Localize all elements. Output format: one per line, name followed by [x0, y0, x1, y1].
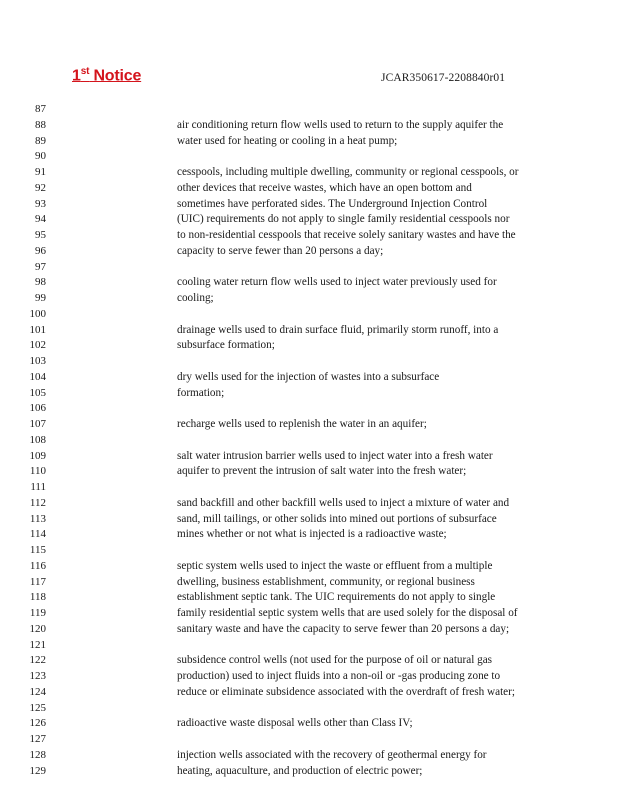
line-text: cooling;	[177, 292, 214, 304]
line-number: 117	[29, 576, 46, 588]
line-number: 87	[35, 103, 46, 115]
line-number: 124	[29, 686, 46, 698]
line-number: 115	[29, 544, 46, 556]
line-number: 129	[29, 765, 46, 777]
line-number: 104	[29, 371, 46, 383]
line-text: cesspools, including multiple dwelling, community or regional cesspools, or	[177, 166, 519, 178]
line-number: 106	[29, 402, 46, 414]
line-number: 109	[29, 450, 46, 462]
line-text: subsurface formation;	[177, 339, 275, 351]
line-number: 113	[29, 513, 46, 525]
line-number: 112	[29, 497, 46, 509]
line-text: injection wells associated with the recovery of geothermal energy for	[177, 749, 487, 761]
line-number: 92	[35, 182, 46, 194]
line-number: 122	[29, 654, 46, 666]
line-number: 110	[29, 465, 46, 477]
line-number: 126	[29, 717, 46, 729]
notice-ordinal: st	[80, 66, 90, 77]
line-text: air conditioning return flow wells used to return to the supply aquifer the	[177, 119, 504, 131]
line-number: 123	[29, 670, 46, 682]
line-text: water used for heating or cooling in a heat pump;	[177, 135, 398, 147]
line-number: 98	[35, 276, 46, 288]
line-number: 105	[29, 387, 46, 399]
line-number: 111	[30, 481, 46, 493]
line-text: reduce or eliminate subsidence associated with the overdraft of fresh water;	[177, 686, 515, 698]
line-number: 119	[29, 607, 46, 619]
notice-prefix: 1	[72, 67, 81, 85]
line-text: salt water intrusion barrier wells used to inject water into a fresh water	[177, 450, 493, 462]
line-number: 90	[35, 150, 46, 162]
line-number: 116	[29, 560, 46, 572]
line-number: 91	[35, 166, 46, 178]
line-text: sand, mill tailings, or other solids into mined out portions of subsurface	[177, 513, 497, 525]
line-number: 102	[29, 339, 46, 351]
line-number: 99	[35, 292, 46, 304]
notice-word: Notice	[89, 67, 142, 85]
line-number: 103	[29, 355, 46, 367]
line-text: sometimes have perforated sides. The Underground Injection Control	[177, 198, 488, 210]
line-text: production) used to inject fluids into a non-oil or -gas producing zone to	[177, 670, 501, 682]
line-number: 97	[35, 261, 46, 273]
line-text: family residential septic system wells that are used solely for the disposal of	[177, 607, 518, 619]
line-text: septic system wells used to inject the waste or effluent from a multiple	[177, 560, 493, 572]
line-number: 101	[29, 324, 46, 336]
line-text: sand backfill and other backfill wells used to inject a mixture of water and	[177, 497, 510, 509]
line-number: 96	[35, 245, 46, 257]
line-text: heating, aquaculture, and production of electric power;	[177, 765, 423, 777]
line-number: 95	[35, 229, 46, 241]
line-text: recharge wells used to replenish the water in an aquifer;	[177, 418, 427, 430]
line-number: 125	[29, 702, 46, 714]
line-number: 108	[29, 434, 46, 446]
line-text: cooling water return flow wells used to inject water previously used for	[177, 276, 497, 288]
line-number: 100	[29, 308, 46, 320]
line-number: 88	[35, 119, 46, 131]
document-id: JCAR350617-2208840r01	[381, 72, 506, 84]
line-text: dwelling, business establishment, community, or regional business	[177, 576, 475, 588]
line-text: capacity to serve fewer than 20 persons a day;	[177, 245, 384, 257]
line-text: sanitary waste and have the capacity to serve fewer than 20 persons a day;	[177, 623, 510, 635]
line-text: other devices that receive wastes, which have an open bottom and	[177, 182, 472, 194]
line-number: 89	[35, 135, 46, 147]
line-number: 93	[35, 198, 46, 210]
line-text: dry wells used for the injection of wastes into a subsurface	[177, 371, 440, 383]
line-text: subsidence control wells (not used for the purpose of oil or natural gas	[177, 654, 493, 666]
line-number: 118	[29, 591, 46, 603]
notice-title	[72, 66, 141, 85]
line-text: (UIC) requirements do not apply to single family residential cesspools nor	[177, 213, 510, 225]
line-text: formation;	[177, 387, 225, 399]
line-text: radioactive waste disposal wells other than Class IV;	[177, 717, 413, 729]
line-number: 120	[29, 623, 46, 635]
line-text: mines whether or not what is injected is a radioactive waste;	[177, 528, 447, 540]
line-number: 114	[29, 528, 46, 540]
line-number: 121	[29, 639, 46, 651]
line-text: establishment septic tank. The UIC requirements do not apply to single	[177, 591, 496, 603]
line-number: 94	[35, 213, 46, 225]
line-text: to non-residential cesspools that receive solely sanitary wastes and have the	[177, 229, 516, 241]
line-number: 128	[29, 749, 46, 761]
line-number: 127	[29, 733, 46, 745]
line-text: aquifer to prevent the intrusion of salt water into the fresh water;	[177, 465, 467, 477]
line-number: 107	[29, 418, 46, 430]
line-text: drainage wells used to drain surface fluid, primarily storm runoff, into a	[177, 324, 499, 336]
